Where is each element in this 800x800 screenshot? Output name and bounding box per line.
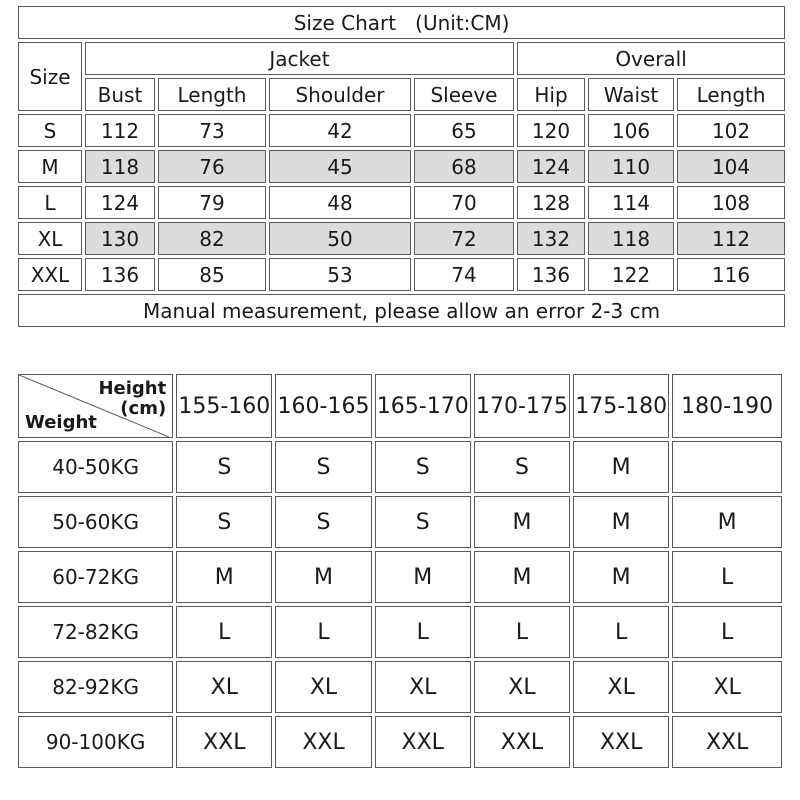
size-label: L: [18, 186, 82, 219]
column-header-jacket-length: Length: [158, 78, 266, 111]
height-label-text: Height: [98, 378, 167, 399]
height-axis-label: [98, 379, 166, 419]
size-label: M: [18, 150, 82, 183]
recommended-size-cell: [672, 441, 782, 493]
recommended-size-cell: L: [275, 606, 371, 658]
weight-row: [18, 441, 782, 493]
size-measurement-cell: 85: [158, 258, 266, 291]
weight-range-label: 72-82KG: [18, 606, 173, 658]
recommended-size-cell: M: [573, 496, 669, 548]
recommended-size-cell: L: [176, 606, 272, 658]
recommended-size-cell: M: [672, 496, 782, 548]
height-weight-fit-table: [15, 371, 785, 771]
recommended-size-cell: M: [375, 551, 471, 603]
recommended-size-cell: L: [474, 606, 570, 658]
size-measurement-cell: 65: [414, 114, 514, 147]
recommended-size-cell: L: [573, 606, 669, 658]
weight-range-label: 90-100KG: [18, 716, 173, 768]
size-chart-title-text: Size Chart: [293, 10, 397, 35]
size-label: XXL: [18, 258, 82, 291]
size-measurement-cell: 82: [158, 222, 266, 255]
recommended-size-cell: M: [573, 551, 669, 603]
size-measurement-cell: 120: [517, 114, 585, 147]
size-measurement-cell: 108: [677, 186, 785, 219]
column-header-overall-length: Length: [677, 78, 785, 111]
size-measurement-cell: 48: [269, 186, 411, 219]
size-measurement-cell: 136: [85, 258, 155, 291]
size-measurement-cell: 42: [269, 114, 411, 147]
weight-row: [18, 716, 782, 768]
size-measurement-cell: 118: [85, 150, 155, 183]
size-measurement-cell: 73: [158, 114, 266, 147]
recommended-size-cell: S: [375, 441, 471, 493]
height-header-3: 165-170: [375, 374, 471, 438]
size-row: [18, 258, 785, 291]
recommended-size-cell: XL: [672, 661, 782, 713]
size-measurement-cell: 136: [517, 258, 585, 291]
size-measurement-cell: 116: [677, 258, 785, 291]
size-chart-table: [15, 3, 788, 330]
weight-row: [18, 551, 782, 603]
recommended-size-cell: L: [672, 606, 782, 658]
recommended-size-cell: M: [275, 551, 371, 603]
size-measurement-cell: 76: [158, 150, 266, 183]
overall-group-header: Overall: [517, 42, 785, 75]
size-measurement-cell: 112: [85, 114, 155, 147]
size-measurement-cell: 45: [269, 150, 411, 183]
recommended-size-cell: XXL: [672, 716, 782, 768]
recommended-size-cell: S: [275, 496, 371, 548]
size-measurement-cell: 74: [414, 258, 514, 291]
column-header-shoulder: Shoulder: [269, 78, 411, 111]
size-row: [18, 114, 785, 147]
weight-axis-label: Weight: [25, 412, 97, 433]
size-measurement-cell: 122: [588, 258, 674, 291]
size-measurement-cell: 50: [269, 222, 411, 255]
size-measurement-cell: 124: [85, 186, 155, 219]
size-measurement-cell: 124: [517, 150, 585, 183]
recommended-size-cell: M: [573, 441, 669, 493]
size-measurement-cell: 130: [85, 222, 155, 255]
column-header-sleeve: Sleeve: [414, 78, 514, 111]
size-measurement-cell: 112: [677, 222, 785, 255]
recommended-size-cell: S: [275, 441, 371, 493]
fit-table-corner: [18, 374, 173, 438]
recommended-size-cell: XXL: [474, 716, 570, 768]
column-header-hip: Hip: [517, 78, 585, 111]
column-header-bust: Bust: [85, 78, 155, 111]
weight-range-label: 82-92KG: [18, 661, 173, 713]
size-measurement-cell: 128: [517, 186, 585, 219]
size-measurement-cell: 106: [588, 114, 674, 147]
recommended-size-cell: S: [375, 496, 471, 548]
size-measurement-cell: 118: [588, 222, 674, 255]
size-row: [18, 150, 785, 183]
size-row: [18, 222, 785, 255]
weight-row: [18, 606, 782, 658]
recommended-size-cell: XL: [275, 661, 371, 713]
height-header-2: 160-165: [275, 374, 371, 438]
size-measurement-cell: 72: [414, 222, 514, 255]
column-header-waist: Waist: [588, 78, 674, 111]
recommended-size-cell: XXL: [375, 716, 471, 768]
size-label: S: [18, 114, 82, 147]
recommended-size-cell: XXL: [275, 716, 371, 768]
size-measurement-cell: 132: [517, 222, 585, 255]
weight-range-label: 50-60KG: [18, 496, 173, 548]
recommended-size-cell: M: [474, 496, 570, 548]
recommended-size-cell: L: [375, 606, 471, 658]
size-chart-unit: (Unit:CM): [415, 10, 510, 35]
recommended-size-cell: M: [474, 551, 570, 603]
weight-range-label: 40-50KG: [18, 441, 173, 493]
weight-row: [18, 661, 782, 713]
recommended-size-cell: XL: [573, 661, 669, 713]
recommended-size-cell: S: [474, 441, 570, 493]
size-measurement-cell: 70: [414, 186, 514, 219]
size-measurement-cell: 104: [677, 150, 785, 183]
height-header-4: 170-175: [474, 374, 570, 438]
weight-range-label: 60-72KG: [18, 551, 173, 603]
recommended-size-cell: XL: [176, 661, 272, 713]
size-measurement-cell: 110: [588, 150, 674, 183]
size-measurement-cell: 79: [158, 186, 266, 219]
height-header-6: 180-190: [672, 374, 782, 438]
jacket-group-header: Jacket: [85, 42, 514, 75]
recommended-size-cell: S: [176, 496, 272, 548]
height-header-5: 175-180: [573, 374, 669, 438]
weight-row: [18, 496, 782, 548]
size-measurement-cell: 68: [414, 150, 514, 183]
size-measurement-cell: 114: [588, 186, 674, 219]
recommended-size-cell: XXL: [573, 716, 669, 768]
recommended-size-cell: S: [176, 441, 272, 493]
recommended-size-cell: M: [176, 551, 272, 603]
size-measurement-cell: 102: [677, 114, 785, 147]
recommended-size-cell: XL: [375, 661, 471, 713]
size-row: [18, 186, 785, 219]
size-column-header: Size: [18, 42, 82, 111]
recommended-size-cell: XL: [474, 661, 570, 713]
recommended-size-cell: XXL: [176, 716, 272, 768]
size-label: XL: [18, 222, 82, 255]
height-unit-text: (cm): [120, 398, 167, 419]
size-chart-title: [18, 6, 785, 39]
measurement-note: Manual measurement, please allow an error 2-3 cm: [18, 294, 785, 327]
recommended-size-cell: L: [672, 551, 782, 603]
height-header-1: 155-160: [176, 374, 272, 438]
size-measurement-cell: 53: [269, 258, 411, 291]
